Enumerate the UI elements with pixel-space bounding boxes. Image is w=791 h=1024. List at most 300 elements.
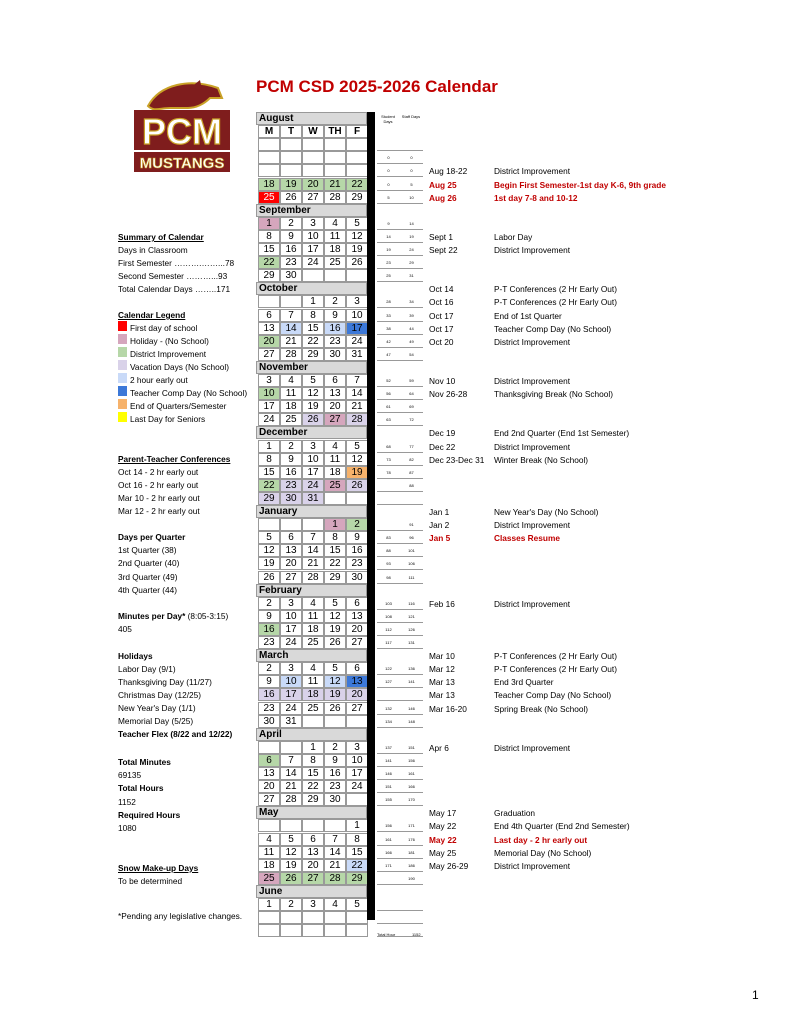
event-description: P-T Conferences (2 Hr Early Out) [494,284,617,295]
calendar-day [280,138,302,151]
calendar-day: 30 [280,492,302,505]
calendar-day: 19 [324,688,346,701]
calendar-day: 20 [346,688,368,701]
page-number: 1 [752,988,759,1002]
event-description: P-T Conferences (2 Hr Early Out) [494,297,617,308]
staff-day-count: 146 [400,702,423,715]
student-day-count: 134 [377,715,400,728]
calendar-day: 9 [324,754,346,767]
calendar-day: 9 [280,453,302,466]
calendar-day [324,715,346,728]
staff-day-count [400,688,423,701]
student-day-count: 61 [377,400,400,413]
calendar-day: 18 [302,623,324,636]
student-day-count: 127 [377,675,400,688]
calendar-day: 20 [324,400,346,413]
calendar-day: 12 [258,544,280,557]
calendar-day: 11 [302,675,324,688]
calendar-day: 5 [346,440,368,453]
calendar-day [346,492,368,505]
student-day-count [377,479,400,492]
dpq-item: 1st Quarter (38) [118,545,177,555]
calendar-day [346,924,368,937]
calendar-day: 14 [346,387,368,400]
staff-day-count [400,492,423,505]
calendar-day: 17 [280,688,302,701]
event-description: Thanksgiving Break (No School) [494,389,613,400]
calendar-day: 8 [346,833,368,846]
calendar-day: 26 [280,191,302,204]
svg-text:MUSTANGS: MUSTANGS [139,155,225,172]
legend-improvement: District Improvement [130,349,207,359]
student-day-count: 122 [377,662,400,675]
event-date: Jan 1 [429,507,450,517]
legend-swatch-first-day [118,321,127,331]
student-day-count: 14 [377,230,400,243]
calendar-day [302,164,324,177]
calendar-day [324,924,346,937]
event-description: Memorial Day (No School) [494,847,592,858]
calendar-day: 6 [346,662,368,675]
calendar-day: 9 [324,309,346,322]
calendar-day: 10 [258,387,280,400]
calendar-day: 1 [258,898,280,911]
weekday-header: F [346,125,368,138]
calendar-day: 4 [302,597,324,610]
calendar-day: 9 [258,675,280,688]
calendar-day: 18 [324,466,346,479]
calendar-day: 20 [258,780,280,793]
count-header: Staff Days [401,114,421,119]
event-description: Teacher Comp Day (No School) [494,690,612,701]
calendar-day: 20 [302,859,324,872]
calendar-day [280,741,302,754]
staff-day-count: 116 [400,597,423,610]
calendar-day: 26 [324,702,346,715]
calendar-day: 6 [302,833,324,846]
student-day-count: 23 [377,256,400,269]
student-day-count: 93 [377,557,400,570]
calendar-day: 5 [346,217,368,230]
calendar-day: 19 [346,466,368,479]
event-date: Feb 16 [429,598,455,609]
calendar-day: 4 [324,898,346,911]
legend-end-quarter: End of Quarters/Semester [130,401,227,411]
calendar-day: 28 [280,348,302,361]
dpq-item: 4th Quarter (44) [118,585,178,595]
student-day-count [377,492,400,505]
event-description: Last day - 2 hr early out [494,834,588,845]
student-day-count [377,518,400,531]
calendar-day: 2 [280,898,302,911]
staff-day-count: 10 [400,191,423,204]
calendar-day [346,911,368,924]
calendar-day [324,151,346,164]
calendar-day: 22 [346,178,368,191]
calendar-day: 24 [346,780,368,793]
calendar-day: 12 [346,453,368,466]
legend-swatch-vacation [118,360,127,370]
calendar-day: 31 [302,492,324,505]
calendar-day: 26 [346,479,368,492]
event-description: 1st day 7-8 and 10-12 [494,192,578,203]
staff-day-count: 161 [400,767,423,780]
calendar-day: 29 [324,571,346,584]
calendar-day: 29 [346,191,368,204]
calendar-day: 13 [302,846,324,859]
calendar-day: 20 [280,557,302,570]
student-day-count: 112 [377,623,400,636]
calendar-day: 24 [302,256,324,269]
student-day-count: 146 [377,767,400,780]
calendar-day: 1 [258,217,280,230]
calendar-day [280,295,302,308]
student-day-count: 103 [377,597,400,610]
staff-day-count: 5 [400,178,423,191]
legend-swatch-improvement [118,347,127,357]
calendar-day: 29 [258,492,280,505]
calendar-day [324,492,346,505]
calendar-day: 27 [346,636,368,649]
calendar-day: 8 [302,754,324,767]
calendar-day [280,518,302,531]
calendar-day: 8 [302,309,324,322]
ptc-item: Oct 14 - 2 hr early out [118,467,199,477]
calendar-day: 7 [280,754,302,767]
calendar-day: 26 [324,636,346,649]
staff-day-count: 31 [400,269,423,282]
student-day-count [377,898,400,911]
calendar-day: 11 [280,387,302,400]
staff-day-count: 0 [400,151,423,164]
divider-bar [367,112,375,920]
calendar-day: 10 [346,754,368,767]
calendar-day: 13 [280,544,302,557]
calendar-day: 6 [346,597,368,610]
calendar-day [346,151,368,164]
required-hours-label: Required Hours [118,810,181,820]
calendar-day: 17 [302,243,324,256]
summary-first-semester: First Semester ……….……...78 [118,258,235,268]
event-date: Oct 16 [429,297,454,308]
event-date: Oct 14 [429,284,454,295]
calendar-day [324,164,346,177]
calendar-day: 15 [302,767,324,780]
month-header: January [256,505,367,518]
calendar-day [280,151,302,164]
staff-day-count: 19 [400,230,423,243]
calendar-day: 17 [280,623,302,636]
calendar-day: 18 [324,243,346,256]
total-minutes-value: 69135 [118,770,142,780]
legend-swatch-comp-day [118,386,127,396]
calendar-day: 12 [324,610,346,623]
student-day-count: 52 [377,374,400,387]
student-day-count: 161 [377,833,400,846]
holiday-item: Labor Day (9/1) [118,664,176,674]
calendar-day: 2 [324,741,346,754]
calendar-day: 22 [258,479,280,492]
calendar-day: 2 [258,597,280,610]
calendar-day: 24 [280,636,302,649]
calendar-day: 3 [346,741,368,754]
event-description: District Improvement [494,520,571,531]
calendar-day: 5 [324,662,346,675]
calendar-day: 10 [280,675,302,688]
calendar-day: 25 [302,636,324,649]
event-description: Winter Break (No School) [494,454,589,465]
dpq-header: Days per Quarter [118,532,186,542]
event-date: May 25 [429,847,457,858]
calendar-day [258,924,280,937]
staff-day-count: 171 [400,819,423,832]
calendar-day: 15 [324,544,346,557]
calendar-day: 13 [346,610,368,623]
calendar-day: 24 [280,702,302,715]
event-description: End 3rd Quarter [494,677,554,688]
month-header: September [256,204,367,217]
holiday-item: New Year's Day (1/1) [118,703,196,713]
calendar-day: 7 [324,833,346,846]
calendar-day [280,819,302,832]
calendar-day: 28 [324,872,346,885]
calendar-day: 7 [302,531,324,544]
calendar-day: 20 [346,623,368,636]
staff-day-count: 156 [400,754,423,767]
month-header: April [256,728,367,741]
minutes-per-day [118,611,228,621]
staff-day-count: 0 [400,164,423,177]
calendar-day: 2 [280,217,302,230]
staff-day-count: 49 [400,335,423,348]
student-day-count [377,911,400,924]
calendar-day: 2 [280,440,302,453]
staff-day-count: 166 [400,780,423,793]
student-day-count: 141 [377,754,400,767]
calendar-day [258,151,280,164]
staff-day-count: 101 [400,544,423,557]
event-date: Dec 19 [429,428,456,439]
calendar-day: 6 [324,374,346,387]
event-date: Oct 20 [429,336,454,347]
calendar-day: 19 [324,623,346,636]
calendar-day: 23 [258,702,280,715]
student-day-count: 155 [377,793,400,806]
event-date: Aug 25 [429,179,457,190]
calendar-day: 30 [324,348,346,361]
calendar-day: 10 [302,453,324,466]
calendar-day: 21 [324,178,346,191]
event-description: Teacher Comp Day (No School) [494,323,612,334]
staff-day-count: 176 [400,833,423,846]
calendar-day: 26 [346,256,368,269]
legend-swatch-holiday [118,334,127,344]
event-description: District Improvement [494,245,571,255]
event-description: District Improvement [494,336,571,347]
calendar-day: 16 [258,623,280,636]
calendar-day: 2 [258,662,280,675]
calendar-day: 20 [302,178,324,191]
calendar-day: 21 [346,400,368,413]
student-day-count: 68 [377,440,400,453]
calendar-day: 16 [280,466,302,479]
calendar-day: 13 [258,322,280,335]
event-date: Aug 26 [429,192,457,203]
event-date: Sept 1 [429,231,453,242]
calendar-day: 27 [302,872,324,885]
calendar-day: 18 [258,178,280,191]
calendar-day: 13 [258,767,280,780]
event-description: Spring Break (No School) [494,703,589,714]
staff-day-count: 72 [400,413,423,426]
calendar-day: 11 [324,453,346,466]
summary-second-semester: Second Semester ………...93 [118,271,228,281]
calendar-day: 15 [258,466,280,479]
staff-day-count: 88 [400,479,423,492]
weekday-header: W [302,125,324,138]
page-title: PCM CSD 2025-2026 Calendar [256,77,498,96]
legend-swatch-early-out [118,373,127,383]
calendar-day: 23 [258,636,280,649]
event-description: New Year's Day (No School) [494,507,599,517]
event-date: Sept 22 [429,245,458,255]
summary-header: Summary of Calendar [118,232,204,242]
calendar-day: 4 [324,217,346,230]
student-day-count: 137 [377,741,400,754]
staff-day-count: 190 [400,872,423,885]
event-date: Mar 16-20 [429,703,467,714]
event-date: Dec 22 [429,441,456,452]
event-date: Jan 2 [429,520,450,531]
student-day-count: 0 [377,178,400,191]
calendar-day [258,138,280,151]
event-description: P-T Conferences (2 Hr Early Out) [494,664,617,675]
staff-day-count: 106 [400,557,423,570]
staff-day-count: 87 [400,466,423,479]
event-date: Mar 13 [429,690,455,701]
calendar-day: 29 [346,872,368,885]
calendar-day [258,819,280,832]
event-date: Apr 6 [429,742,449,753]
calendar-day: 19 [258,557,280,570]
calendar-day [346,715,368,728]
calendar-day: 16 [324,767,346,780]
event-date: May 26-29 [429,860,469,871]
snow-label: Snow Make-up Days [118,863,199,873]
calendar-day: 5 [346,898,368,911]
calendar-day: 7 [280,309,302,322]
holidays-header: Holidays [118,651,153,661]
calendar-day: 2 [346,518,368,531]
calendar-day: 12 [280,846,302,859]
student-day-count: 28 [377,295,400,308]
weekday-header: T [280,125,302,138]
total-hour-value: 1152 [412,932,421,937]
staff-day-count: 170 [400,793,423,806]
event-description: End of 1st Quarter [494,310,562,321]
calendar-day: 1 [346,819,368,832]
ptc-item: Mar 10 - 2 hr early out [118,493,200,503]
calendar-day: 25 [258,872,280,885]
calendar-day: 5 [302,374,324,387]
calendar-day: 20 [258,335,280,348]
staff-day-count [400,911,423,924]
student-day-count: 108 [377,610,400,623]
calendar-day: 11 [302,610,324,623]
event-date: Oct 17 [429,323,454,334]
staff-day-count: 39 [400,309,423,322]
calendar-day: 29 [302,793,324,806]
calendar-day [346,269,368,282]
legend-seniors: Last Day for Seniors [130,414,206,424]
student-day-count: 19 [377,243,400,256]
event-description: District Improvement [494,166,571,177]
calendar-day: 26 [258,571,280,584]
calendar-day [258,164,280,177]
legend-first-day: First day of school [130,323,198,333]
student-day-count [377,688,400,701]
calendar-day: 21 [280,780,302,793]
student-day-count [377,872,400,885]
calendar-day: 11 [258,846,280,859]
event-date: Mar 12 [429,664,455,675]
month-header: March [256,649,367,662]
student-day-count: 98 [377,571,400,584]
month-header: August [256,112,367,125]
calendar-day: 1 [302,295,324,308]
summary-total: Total Calendar Days ……..171 [118,284,231,294]
calendar-day: 3 [280,662,302,675]
staff-day-count: 69 [400,400,423,413]
required-hours-value: 1080 [118,823,137,833]
student-day-count: 117 [377,636,400,649]
calendar-day: 27 [302,191,324,204]
calendar-day: 18 [302,688,324,701]
calendar-day: 9 [280,230,302,243]
student-day-count: 83 [377,531,400,544]
calendar-day: 6 [280,531,302,544]
calendar-day: 23 [324,335,346,348]
calendar-day [302,715,324,728]
event-date: Jan 5 [429,533,451,544]
calendar-day: 27 [280,571,302,584]
calendar-day: 3 [280,597,302,610]
event-date: Mar 13 [429,677,455,688]
staff-day-count: 59 [400,374,423,387]
staff-day-count: 54 [400,348,423,361]
calendar-day: 25 [280,413,302,426]
dpq-item: 2nd Quarter (40) [118,558,180,568]
student-day-count: 156 [377,819,400,832]
calendar-day: 24 [302,479,324,492]
calendar-day [280,164,302,177]
calendar-day: 16 [258,688,280,701]
student-day-count: 88 [377,544,400,557]
calendar-day [258,295,280,308]
calendar-day: 11 [324,230,346,243]
calendar-day: 31 [280,715,302,728]
calendar-day: 28 [302,571,324,584]
calendar-day: 13 [324,387,346,400]
calendar-day: 23 [280,256,302,269]
calendar-day [302,269,324,282]
calendar-day: 29 [258,269,280,282]
staff-day-count: 44 [400,322,423,335]
calendar-day: 17 [346,322,368,335]
event-description: District Improvement [494,598,571,609]
staff-day-count: 29 [400,256,423,269]
student-day-count: 9 [377,217,400,230]
